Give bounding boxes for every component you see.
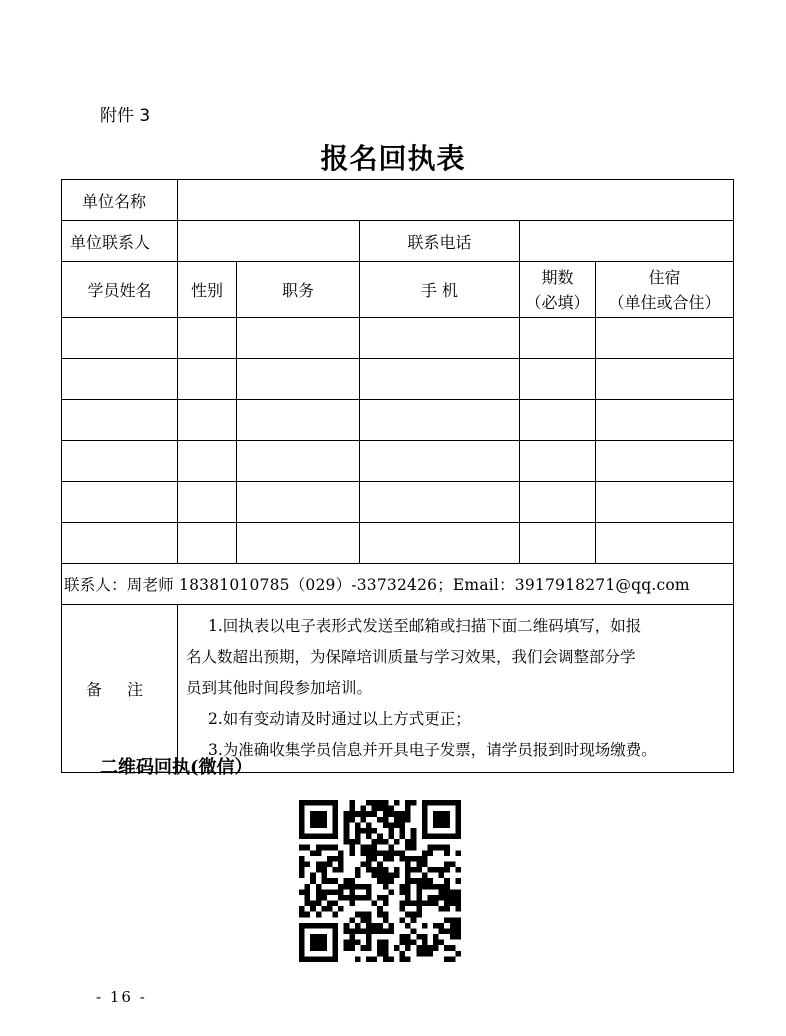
entry-cell-mobile[interactable] (360, 359, 520, 400)
entry-cell-session[interactable] (520, 482, 596, 523)
entry-cell-name[interactable] (62, 482, 178, 523)
entry-cell-name[interactable] (62, 441, 178, 482)
col-header-session (520, 262, 596, 318)
note-line: 员到其他时间段参加培训。 (186, 679, 373, 697)
table-row (62, 482, 734, 523)
unit-contact-label: 单位联系人 (62, 221, 178, 262)
notes-content (178, 605, 734, 773)
entry-cell-gender[interactable] (178, 523, 237, 564)
entry-cell-mobile[interactable] (360, 523, 520, 564)
entry-cell-session[interactable] (520, 359, 596, 400)
entry-cell-session[interactable] (520, 400, 596, 441)
entry-cell-position[interactable] (237, 482, 360, 523)
entry-cell-position[interactable] (237, 400, 360, 441)
note-line: 3.为准确收集学员信息并开具电子发票，请学员报到时现场缴费。 (208, 741, 657, 759)
qr-code-icon[interactable] (299, 800, 461, 962)
entry-cell-name[interactable] (62, 400, 178, 441)
registration-table (61, 179, 734, 773)
col-header-position: 职务 (237, 262, 360, 318)
entry-cell-mobile[interactable] (360, 400, 520, 441)
col-header-name: 学员姓名 (62, 262, 178, 318)
table-row (62, 523, 734, 564)
table-row (62, 318, 734, 359)
entry-cell-position[interactable] (237, 318, 360, 359)
entry-cell-name[interactable] (62, 523, 178, 564)
qr-heading: 二维码回执(微信） (100, 757, 253, 778)
col-header-lodging (596, 262, 734, 318)
table-row (62, 441, 734, 482)
entry-cell-lodging[interactable] (596, 359, 734, 400)
page-number: - 16 - (96, 988, 147, 1006)
note-line: 1.回执表以电子表形式发送至邮箱或扫描下面二维码填写，如报 (208, 617, 642, 635)
unit-name-field[interactable] (178, 180, 734, 221)
entry-cell-gender[interactable] (178, 482, 237, 523)
table-row (62, 400, 734, 441)
contact-info: 联系人：周老师 18381010785（029）-33732426；Email：3917918271@qq.com (62, 564, 734, 605)
phone-label: 联系电话 (360, 221, 520, 262)
entry-cell-lodging[interactable] (596, 400, 734, 441)
phone-field[interactable] (520, 221, 734, 262)
unit-contact-field[interactable] (178, 221, 360, 262)
entry-cell-session[interactable] (520, 318, 596, 359)
notes-label: 备 注 (62, 605, 178, 773)
entry-cell-lodging[interactable] (596, 482, 734, 523)
note-line: 2.如有变动请及时通过以上方式更正； (208, 710, 471, 728)
lodging-options-note: （单住或合住） (608, 292, 721, 312)
col-header-mobile: 手 机 (360, 262, 520, 318)
table-row (62, 359, 734, 400)
entry-cell-gender[interactable] (178, 400, 237, 441)
session-required-note: （必填） (525, 292, 590, 312)
entry-cell-position[interactable] (237, 441, 360, 482)
note-line: 名人数超出预期，为保障培训质量与学习效果，我们会调整部分学 (186, 648, 636, 666)
col-header-gender: 性别 (178, 262, 237, 318)
entry-rows (62, 318, 734, 564)
entry-cell-session[interactable] (520, 523, 596, 564)
entry-cell-mobile[interactable] (360, 482, 520, 523)
form-title: 报名回执表 (320, 142, 466, 175)
unit-name-label: 单位名称 (62, 180, 178, 221)
entry-cell-session[interactable] (520, 441, 596, 482)
entry-cell-mobile[interactable] (360, 318, 520, 359)
entry-cell-mobile[interactable] (360, 441, 520, 482)
entry-cell-gender[interactable] (178, 441, 237, 482)
session-label: 期数 (541, 267, 574, 287)
entry-cell-lodging[interactable] (596, 441, 734, 482)
column-header-row (62, 262, 734, 318)
entry-cell-gender[interactable] (178, 318, 237, 359)
entry-cell-gender[interactable] (178, 359, 237, 400)
entry-cell-lodging[interactable] (596, 318, 734, 359)
entry-cell-position[interactable] (237, 523, 360, 564)
entry-cell-position[interactable] (237, 359, 360, 400)
lodging-label: 住宿 (648, 267, 681, 287)
entry-cell-name[interactable] (62, 359, 178, 400)
entry-cell-name[interactable] (62, 318, 178, 359)
attachment-label: 附件 3 (100, 106, 151, 126)
entry-cell-lodging[interactable] (596, 523, 734, 564)
